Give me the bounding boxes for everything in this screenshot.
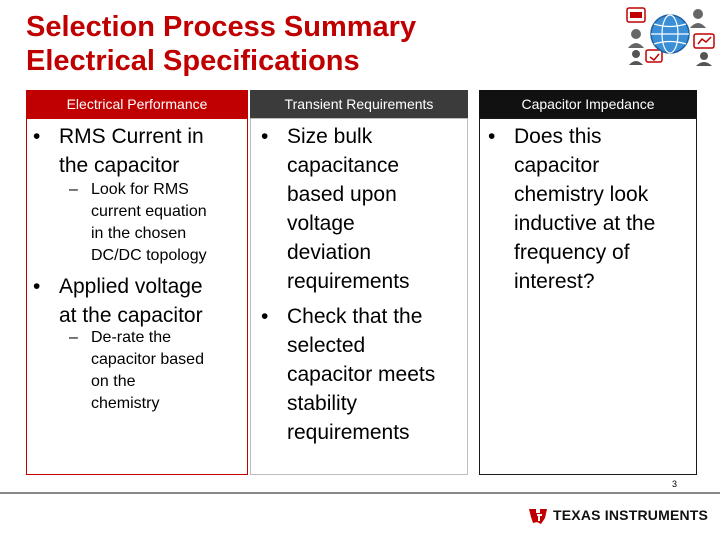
bullet-line: capacitor meets [287, 363, 436, 386]
bullet-dot: • [488, 125, 496, 148]
panel-transient-requirements [250, 118, 468, 475]
bullet-line: Does this [514, 125, 602, 148]
bullet-line: at the capacitor [59, 304, 203, 327]
subbullet-line: capacitor based [91, 351, 204, 368]
bullet-line: requirements [287, 270, 410, 293]
bullet-line: chemistry look [514, 183, 649, 206]
bullet-line: requirements [287, 421, 410, 444]
network-people-icon [626, 4, 718, 66]
page-number: 3 [672, 479, 678, 489]
bullet-line: RMS Current in [59, 125, 204, 148]
header-capacitor-impedance: Capacitor Impedance [479, 90, 697, 118]
bullet-line: inductive at the [514, 212, 656, 235]
bullet-line: voltage [287, 212, 355, 235]
bullet-line: selected [287, 334, 366, 357]
subbullet-line: De-rate the [91, 329, 172, 346]
subbullet-line: on the [91, 373, 136, 390]
bullet-line: Applied voltage [59, 275, 203, 298]
ti-wordmark: TEXAS INSTRUMENTS [553, 507, 709, 523]
bullet-dot: • [33, 275, 41, 298]
bullet-line: capacitance [287, 154, 400, 177]
header-transient-requirements: Transient Requirements [250, 90, 468, 118]
header-electrical-performance: Electrical Performance [26, 90, 248, 118]
ti-logo-icon [527, 506, 549, 526]
bullet-line: frequency of [514, 241, 630, 264]
bullet-dot: • [33, 125, 41, 148]
bullet-line: Check that the [287, 305, 423, 328]
bullet-line: Size bulk [287, 125, 373, 148]
bullet-line: interest? [514, 270, 595, 293]
bullet-dot: • [261, 125, 269, 148]
bullet-line: based upon [287, 183, 397, 206]
bullet-dot: • [261, 305, 269, 328]
panel-capacitor-impedance [479, 118, 697, 475]
subbullet-dash: – [69, 181, 78, 198]
subbullet-line: in the chosen [91, 225, 187, 242]
bullet-line: deviation [287, 241, 372, 264]
subbullet-line: Look for RMS [91, 181, 189, 198]
subbullet-dash: – [69, 329, 78, 346]
slide-title [26, 10, 416, 78]
bullet-line: stability [287, 392, 358, 415]
bullet-line: capacitor [514, 154, 600, 177]
bullet-line: the capacitor [59, 154, 180, 177]
subbullet-line: chemistry [91, 395, 160, 412]
subbullet-line: DC/DC topology [91, 247, 207, 264]
subbullet-line: current equation [91, 203, 207, 220]
slide-title-line-1: Selection Process Summary [26, 11, 417, 43]
slide-title-line-2: Electrical Specifications [26, 45, 360, 77]
panel-electrical-performance [26, 118, 248, 475]
footer-divider [0, 492, 720, 494]
